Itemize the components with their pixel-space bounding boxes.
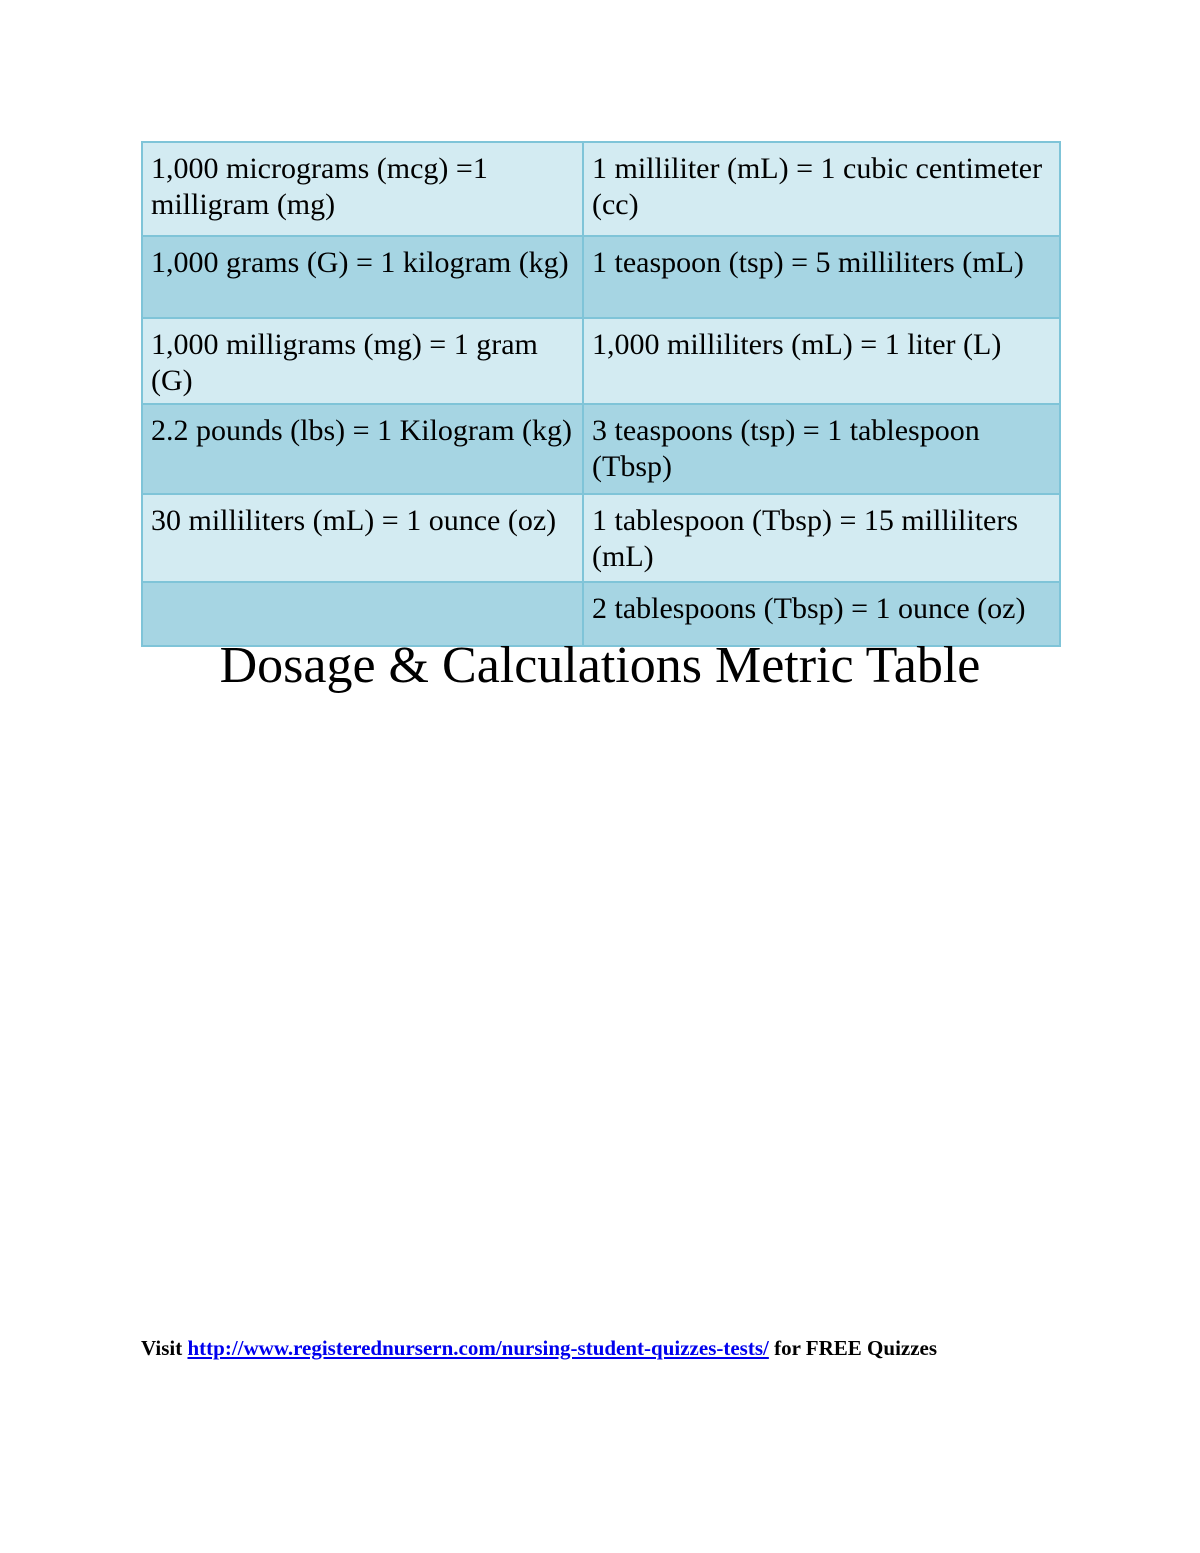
table-row [142,318,1060,404]
table-cell-right: 1 milliliter (mL) = 1 cubic centimeter (cc) [583,142,1060,236]
table-cell-left: 2.2 pounds (lbs) = 1 Kilogram (kg) [142,404,583,494]
table-cell-left: 1,000 micrograms (mcg) =1 milligram (mg) [142,142,583,236]
page-title: Dosage & Calculations Metric Table [219,637,981,694]
table-row [142,236,1060,318]
table-cell-left: 1,000 milligrams (mg) = 1 gram (G) [142,318,583,404]
quizzes-link[interactable]: http://www.registerednursern.com/nursing-student-quizzes-tests/ [187,1336,769,1360]
metric-conversion-table [141,141,1061,647]
table-row [142,142,1060,236]
table-cell-left: 1,000 grams (G) = 1 kilogram (kg) [142,236,583,318]
table-cell-left: 30 milliliters (mL) = 1 ounce (oz) [142,494,583,582]
table-cell-right: 1 tablespoon (Tbsp) = 15 milliliters (mL) [583,494,1060,582]
table-cell-right: 2 tablespoons (Tbsp) = 1 ounce (oz) [583,582,1060,646]
table-row [142,404,1060,494]
footer-suffix: for FREE Quizzes [768,1336,938,1360]
footer-note [141,1334,937,1362]
table-cell-right: 1,000 milliliters (mL) = 1 liter (L) [583,318,1060,404]
table-cell-right: 3 teaspoons (tsp) = 1 tablespoon (Tbsp) [583,404,1060,494]
table-row [142,494,1060,582]
footer-prefix: Visit [141,1336,188,1360]
table-cell-right: 1 teaspoon (tsp) = 5 milliliters (mL) [583,236,1060,318]
